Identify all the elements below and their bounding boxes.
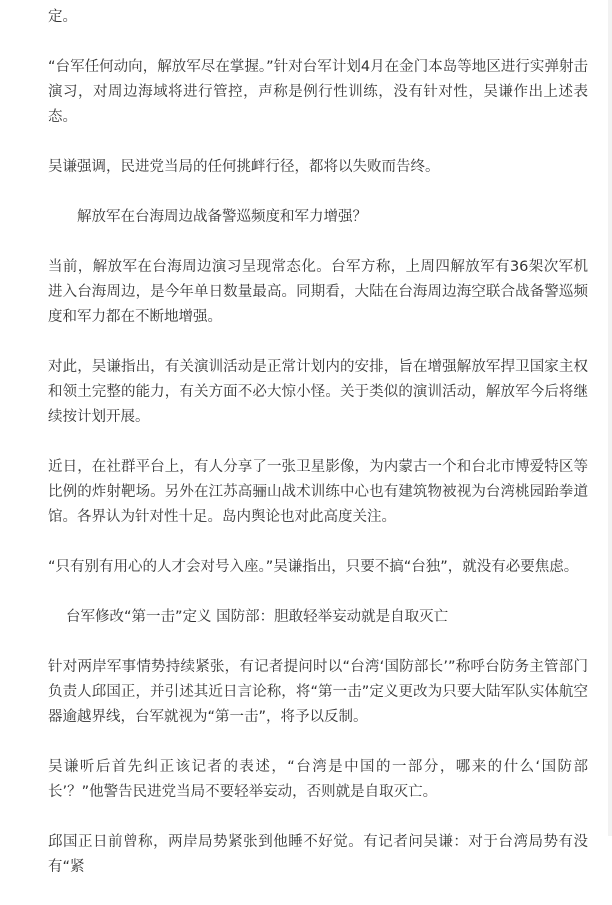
section-heading: 解放军在台海周边战备警巡频度和军力增强？ <box>77 209 367 225</box>
paragraph: “台军任何动向，解放军尽在掌握。”针对台军计划4月在金门本岛等地区进行实弹射击演习，对周边海域将进行管控，声称是例行性训练，没有针对性，吴谦作出上述表态。 <box>48 59 588 125</box>
scrollbar[interactable] <box>608 0 612 836</box>
paragraph: “只有别有用心的人才会对号入座。”吴谦指出，只要不搞“台独”，就没有必要焦虑。 <box>48 559 579 575</box>
section-heading: 台军修改“第一击”定义 国防部：胆敢轻举妄动就是自取灭亡 <box>66 609 449 625</box>
paragraph: 吴谦听后首先纠正该记者的表述，“台湾是中国的一部分，哪来的什么‘国防部长’？”他警告民进党当局不要轻举妄动，否则就是自取灭亡。 <box>48 759 588 800</box>
paragraph: 对此，吴谦指出，有关演训活动是正常计划内的安排，旨在增强解放军捍卫国家主权和领土完整的能力，有关方面不必大惊小怪。关于类似的演训活动，解放军今后将继续按计划开展。 <box>48 359 588 425</box>
paragraph: 近日，在社群平台上，有人分享了一张卫星影像，为内蒙古一个和台北市博爱特区等比例的炸射靶场。另外在江苏高骊山战术训练中心也有建筑物被视为台湾桃园跆拳道馆。各界认为针对性十足。岛内舆论也对此高度关注。 <box>48 459 588 525</box>
article-body <box>48 5 588 905</box>
paragraph: 当前，解放军在台海周边演习呈现常态化。台军方称，上周四解放军有36架次军机进入台海周边，是今年单日数量最高。同期看，大陆在台海周边海空联合战备警巡频度和军力都在不断地增强。 <box>48 259 588 325</box>
paragraph: 吴谦强调，民进党当局的任何挑衅行径，都将以失败而告终。 <box>48 159 440 175</box>
paragraph: 针对两岸军事情势持续紧张，有记者提问时以“台湾‘国防部长’”称呼台防务主管部门负责人邱国正，并引述其近日言论称，将“第一击”定义更改为只要大陆军队实体航空器逾越界线，台军就视为“第一击”，将予以反制。 <box>48 659 588 725</box>
paragraph: 定。 <box>48 9 77 25</box>
paragraph: 邱国正日前曾称，两岸局势紧张到他睡不好觉。有记者问吴谦：对于台湾局势有没有“紧 <box>48 834 588 875</box>
